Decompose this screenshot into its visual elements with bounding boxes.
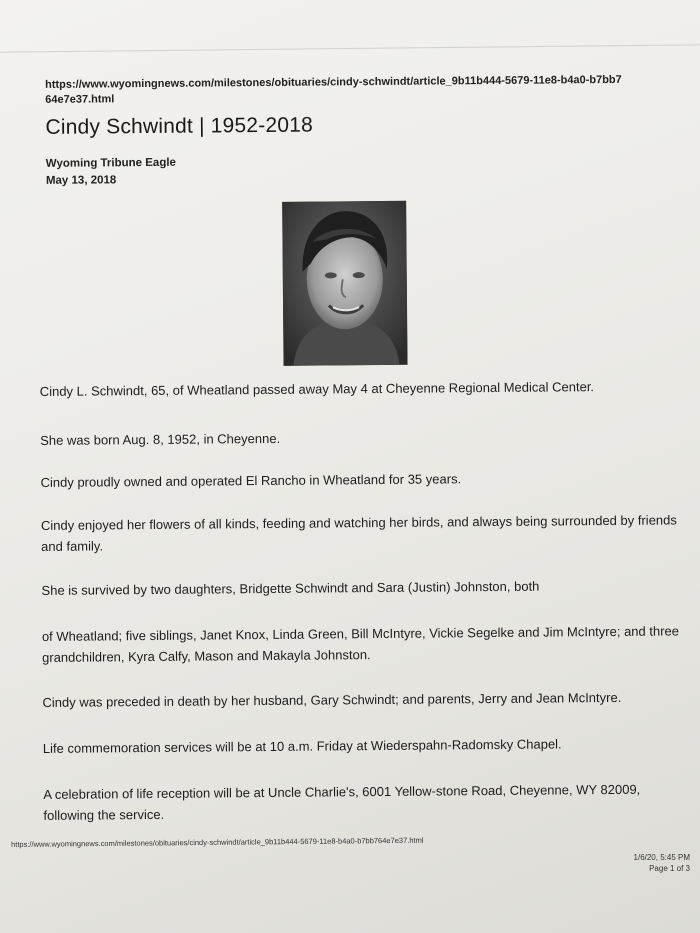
paragraph-interests: Cindy enjoyed her flowers of all kinds, feeding and watching her birds, and always being surrounded by friends and family.	[40, 512, 677, 554]
paragraph-survivors-continued: of Wheatland; five siblings, Janet Knox, Linda Green, Bill McIntyre, Vickie Segelke and Jim McIntyre; and three grandchildren, Kyra Calfy, Mason and Makayla Johnston.	[41, 623, 680, 665]
publication-date: May 13, 2018	[45, 174, 117, 187]
paragraph-business: Cindy proudly owned and operated El Rancho in Wheatland for 35 years.	[40, 471, 462, 490]
footer-print-date: 1/6/20, 5:45 PM	[633, 853, 690, 862]
paragraph-reception: A celebration of life reception will be at Uncle Charlie's, 6001 Yellow-stone Road, Cheyenne, WY 82009, following the service.	[43, 781, 641, 823]
portrait-photo	[282, 201, 407, 366]
paragraph-preceded: Cindy was preceded in death by her husband, Gary Schwindt; and parents, Jerry and Jean McIntyre.	[42, 689, 622, 710]
obituary-title: Cindy Schwindt | 1952-2018	[45, 113, 314, 139]
paragraph-survivors: She is survived by two daughters, Bridgette Schwindt and Sara (Justin) Johnston, both	[41, 578, 540, 598]
paragraph-services: Life commemoration services will be at 10 a.m. Friday at Wiederspahn-Radomsky Chapel.	[42, 736, 562, 756]
footer-url: https://www.wyomingnews.com/milestones/obituaries/cindy-schwindt/article_9b11b444-5679-11e8-b4a0-b7bb764e7e37.html	[11, 835, 424, 849]
portrait-photo-image	[282, 201, 407, 366]
source-url: https://www.wyomingnews.com/milestones/obituaries/cindy-schwindt/article_9b11b444-5679-11e8-b4a0-b7bb764e7e37.html	[45, 73, 622, 106]
paper-crease	[0, 44, 700, 52]
paragraph-death-notice: Cindy L. Schwindt, 65, of Wheatland passed away May 4 at Cheyenne Regional Medical Center.	[39, 379, 595, 399]
obituary-content	[33, 68, 680, 823]
paragraph-birth: She was born Aug. 8, 1952, in Cheyenne.	[40, 430, 281, 448]
publisher-name: Wyoming Tribune Eagle	[45, 156, 176, 170]
footer-page-number: Page 1 of 3	[649, 864, 690, 873]
